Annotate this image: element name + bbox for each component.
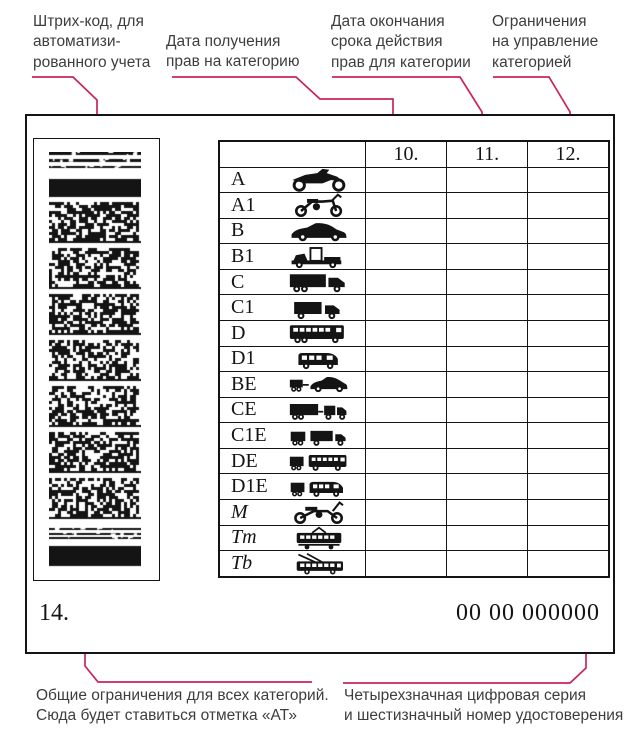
value-cell-12: [528, 372, 610, 398]
value-cell-12: [528, 500, 610, 526]
serial-number: 00 00 000000: [456, 600, 600, 626]
value-cell-10: [366, 474, 447, 500]
category-cell: [219, 193, 366, 219]
annotation-grant-date: [166, 32, 299, 73]
header-row: [219, 141, 609, 167]
category-label: C1E: [231, 424, 267, 447]
category-cell-content: [220, 372, 365, 397]
category-row: [219, 551, 609, 577]
category-cell-content: [220, 449, 365, 474]
car-trailer-icon: [287, 372, 351, 396]
category-row: [219, 346, 609, 372]
category-row: [219, 244, 609, 270]
category-row: [219, 167, 609, 193]
category-cell: [219, 551, 366, 577]
category-cell-content: [220, 168, 365, 193]
value-cell-10: [366, 525, 447, 551]
field-14-label: 14.: [39, 600, 69, 626]
annotation-line: Общие ограничения для всех категорий.: [36, 687, 329, 704]
value-cell-10: [366, 372, 447, 398]
annotation-line: прав для категории: [331, 53, 471, 71]
value-cell-12: [528, 193, 610, 219]
category-label: D1: [231, 347, 256, 370]
category-cell-content: [220, 551, 365, 576]
value-cell-10: [366, 193, 447, 219]
category-label: C: [231, 270, 245, 293]
category-row: [219, 218, 609, 244]
value-cell-10: [366, 269, 447, 295]
value-cell-11: [447, 551, 528, 577]
category-label: A1: [231, 193, 256, 216]
value-cell-12: [528, 269, 610, 295]
value-cell-10: [366, 423, 447, 449]
value-cell-11: [447, 448, 528, 474]
minibus-trailer-icon: [287, 475, 351, 499]
category-row: [219, 295, 609, 321]
annotation-line: Четырехзначная цифровая серия: [344, 687, 587, 704]
category-cell-content: [220, 219, 365, 244]
category-cell-content: [220, 321, 365, 346]
category-cell: [219, 218, 366, 244]
light-motorcycle-icon: [287, 193, 351, 217]
value-cell-11: [447, 193, 528, 219]
annotation-serial-number: [344, 686, 623, 727]
truck-trailer-icon: [287, 398, 351, 422]
category-label: D1E: [231, 475, 268, 498]
value-cell-11: [447, 295, 528, 321]
categories-table: [218, 140, 610, 578]
value-cell-11: [447, 269, 528, 295]
annotation-line: Ограничения: [492, 13, 587, 30]
value-cell-12: [528, 295, 610, 321]
moped-icon: [287, 500, 351, 524]
column-header-12: 12.: [528, 141, 610, 167]
annotation-line: автоматизи-: [33, 33, 121, 51]
column-header-10: 10.: [366, 141, 447, 167]
annotation-line: рованного учета: [33, 53, 151, 71]
value-cell-11: [447, 500, 528, 526]
annotation-line: на управление: [492, 33, 599, 51]
category-label: D: [231, 321, 246, 344]
value-cell-12: [528, 525, 610, 551]
category-row: [219, 269, 609, 295]
value-cell-10: [366, 551, 447, 577]
annotation-line: и шестизначный номер удостоверения: [344, 707, 624, 725]
category-cell: [219, 525, 366, 551]
category-cell-content: [220, 295, 365, 320]
category-row: [219, 320, 609, 346]
value-cell-11: [447, 423, 528, 449]
value-cell-12: [528, 167, 610, 193]
category-cell: [219, 167, 366, 193]
annotation-line: Дата окончания: [331, 13, 445, 30]
category-cell: [219, 474, 366, 500]
category-cell-content: [220, 347, 365, 372]
annotation-line: категорией: [492, 53, 572, 71]
value-cell-11: [447, 346, 528, 372]
value-cell-12: [528, 551, 610, 577]
category-cell-content: [220, 398, 365, 423]
value-cell-10: [366, 500, 447, 526]
bus-icon: [287, 321, 351, 345]
category-row: [219, 193, 609, 219]
category-cell: [219, 295, 366, 321]
value-cell-11: [447, 218, 528, 244]
light-truck-icon: [287, 296, 351, 320]
category-cell-content: [220, 193, 365, 218]
value-cell-12: [528, 423, 610, 449]
value-cell-12: [528, 244, 610, 270]
value-cell-12: [528, 474, 610, 500]
category-row: [219, 372, 609, 398]
category-cell-content: [220, 423, 365, 448]
barcode-panel: [33, 138, 160, 581]
category-label: B1: [231, 245, 255, 268]
bus-trailer-icon: [287, 449, 351, 473]
category-label: DE: [231, 449, 258, 472]
value-cell-10: [366, 346, 447, 372]
category-label: B: [231, 219, 245, 242]
category-cell: [219, 320, 366, 346]
value-cell-11: [447, 397, 528, 423]
truck-icon: [287, 270, 351, 294]
motorcycle-icon: [287, 168, 351, 192]
license-card-back: [25, 114, 615, 654]
category-cell: [219, 346, 366, 372]
annotation-barcode: [33, 12, 150, 73]
category-label: C1: [231, 296, 255, 319]
trolleybus-icon: [287, 552, 351, 576]
category-cell: [219, 397, 366, 423]
category-cell: [219, 244, 366, 270]
category-label: BE: [231, 372, 257, 395]
annotation-line: Штрих-код, для: [33, 13, 144, 30]
value-cell-11: [447, 167, 528, 193]
value-cell-11: [447, 525, 528, 551]
value-cell-11: [447, 372, 528, 398]
category-label: M: [231, 500, 248, 523]
annotation-line: Дата получения: [166, 33, 281, 50]
category-label: A: [231, 168, 246, 191]
category-cell-content: [220, 500, 365, 525]
value-cell-12: [528, 448, 610, 474]
value-cell-10: [366, 448, 447, 474]
category-row: [219, 397, 609, 423]
value-cell-11: [447, 244, 528, 270]
category-cell: [219, 269, 366, 295]
category-cell: [219, 423, 366, 449]
category-cell-content: [220, 526, 365, 551]
tram-icon: [287, 526, 351, 550]
category-cell-content: [220, 270, 365, 295]
value-cell-10: [366, 295, 447, 321]
annotation-line: Сюда будет ставиться отметка «АТ»: [36, 707, 298, 725]
car-icon: [287, 219, 351, 243]
quadricycle-icon: [287, 245, 351, 269]
category-label: Tm: [231, 526, 257, 549]
category-cell: [219, 500, 366, 526]
value-cell-10: [366, 218, 447, 244]
value-cell-10: [366, 244, 447, 270]
header-corner-cell: [219, 141, 366, 167]
value-cell-11: [447, 320, 528, 346]
value-cell-12: [528, 320, 610, 346]
annotation-expiry-date: [331, 12, 471, 73]
light-truck-trailer-icon: [287, 424, 351, 448]
category-row: [219, 474, 609, 500]
category-cell-content: [220, 244, 365, 269]
category-label: CE: [231, 398, 257, 421]
category-cell: [219, 372, 366, 398]
barcode-image: [49, 152, 141, 568]
value-cell-12: [528, 397, 610, 423]
category-row: [219, 500, 609, 526]
category-row: [219, 525, 609, 551]
category-row: [219, 448, 609, 474]
annotation-line: прав на категорию: [166, 53, 300, 71]
category-cell: [219, 448, 366, 474]
category-cell-content: [220, 474, 365, 499]
value-cell-12: [528, 218, 610, 244]
annotation-general-restrictions: [36, 686, 329, 727]
value-cell-10: [366, 397, 447, 423]
column-header-11: 11.: [447, 141, 528, 167]
annotation-restrictions: [492, 12, 598, 73]
annotation-line: срока действия: [331, 33, 443, 51]
value-cell-10: [366, 320, 447, 346]
value-cell-10: [366, 167, 447, 193]
minibus-icon: [287, 347, 351, 371]
category-row: [219, 423, 609, 449]
value-cell-12: [528, 346, 610, 372]
category-label: Tb: [231, 552, 253, 575]
value-cell-11: [447, 474, 528, 500]
